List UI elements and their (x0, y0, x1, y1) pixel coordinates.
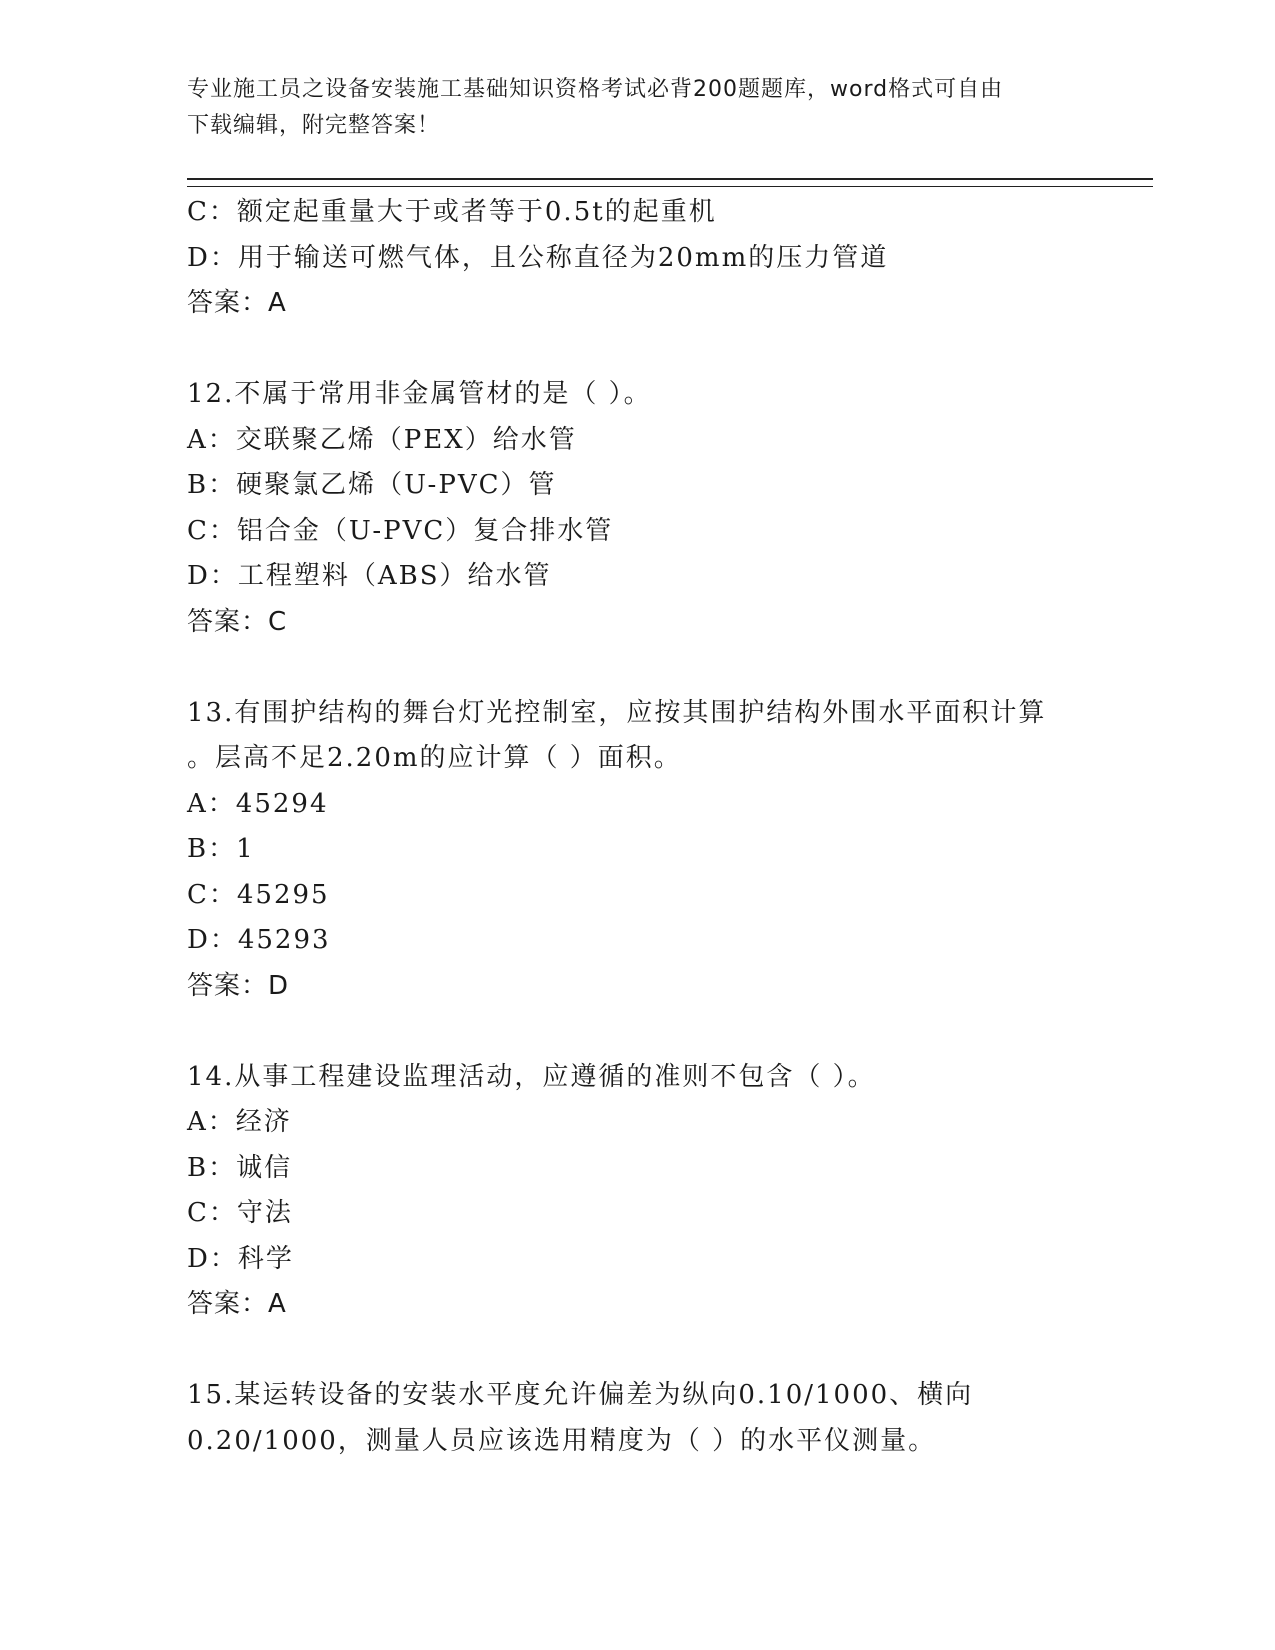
document-header (187, 72, 1067, 144)
spacer (187, 1328, 1087, 1374)
option-c: C：铝合金（U-PVC）复合排水管 (187, 515, 614, 546)
question-text-line-2: 。层高不足2.20m的应计算（ ）面积。 (187, 743, 682, 773)
question-15 (187, 1373, 1087, 1464)
question-list (187, 190, 1087, 1464)
option-c: C：额定起重量大于或者等于0.5t的起重机 (187, 197, 717, 227)
question-text: 12.不属于常用非金属管材的是（ ）。 (187, 379, 652, 409)
answer: 答案：A (187, 1289, 287, 1319)
option-c: C：守法 (187, 1198, 293, 1228)
question-text-line-2: 0.20/1000，测量人员应该选用精度为（ ）的水平仪测量。 (187, 1425, 937, 1456)
answer: 答案：D (187, 970, 290, 1001)
question-text-line-1: 13.有围护结构的舞台灯光控制室，应按其围护结构外围水平面积计算 (187, 697, 1047, 728)
question-13 (187, 691, 1087, 1010)
option-a: A：45294 (187, 788, 329, 819)
option-d: D：45293 (187, 925, 331, 955)
answer: 答案：A (187, 288, 287, 318)
option-b: B：硬聚氯乙烯（U-PVC）管 (187, 470, 557, 500)
header-divider (187, 178, 1153, 187)
option-d: D：用于输送可燃气体，且公称直径为20mm的压力管道 (187, 242, 889, 273)
spacer (187, 1009, 1087, 1055)
spacer (187, 645, 1087, 691)
answer: 答案：C (187, 606, 288, 637)
question-12 (187, 372, 1087, 645)
option-b: B：诚信 (187, 1152, 293, 1183)
header-line-2: 下载编辑，附完整答案！ (187, 113, 441, 138)
option-b: B：1 (187, 834, 255, 864)
question-14 (187, 1055, 1087, 1328)
option-a: A：交联聚乙烯（PEX）给水管 (187, 424, 577, 455)
option-c: C：45295 (187, 879, 330, 910)
option-d: D：工程塑料（ABS）给水管 (187, 561, 552, 591)
spacer (187, 327, 1087, 373)
question-text: 14.从事工程建设监理活动，应遵循的准则不包含（ ）。 (187, 1061, 876, 1092)
question-text-line-1: 15.某运转设备的安装水平度允许偏差为纵向0.10/1000、横向 (187, 1380, 974, 1410)
option-d: D：科学 (187, 1243, 294, 1274)
question-11-tail (187, 190, 1087, 327)
header-line-1: 专业施工员之设备安装施工基础知识资格考试必背200题题库，word格式可自由 (187, 77, 1004, 102)
option-a: A：经济 (187, 1107, 292, 1137)
